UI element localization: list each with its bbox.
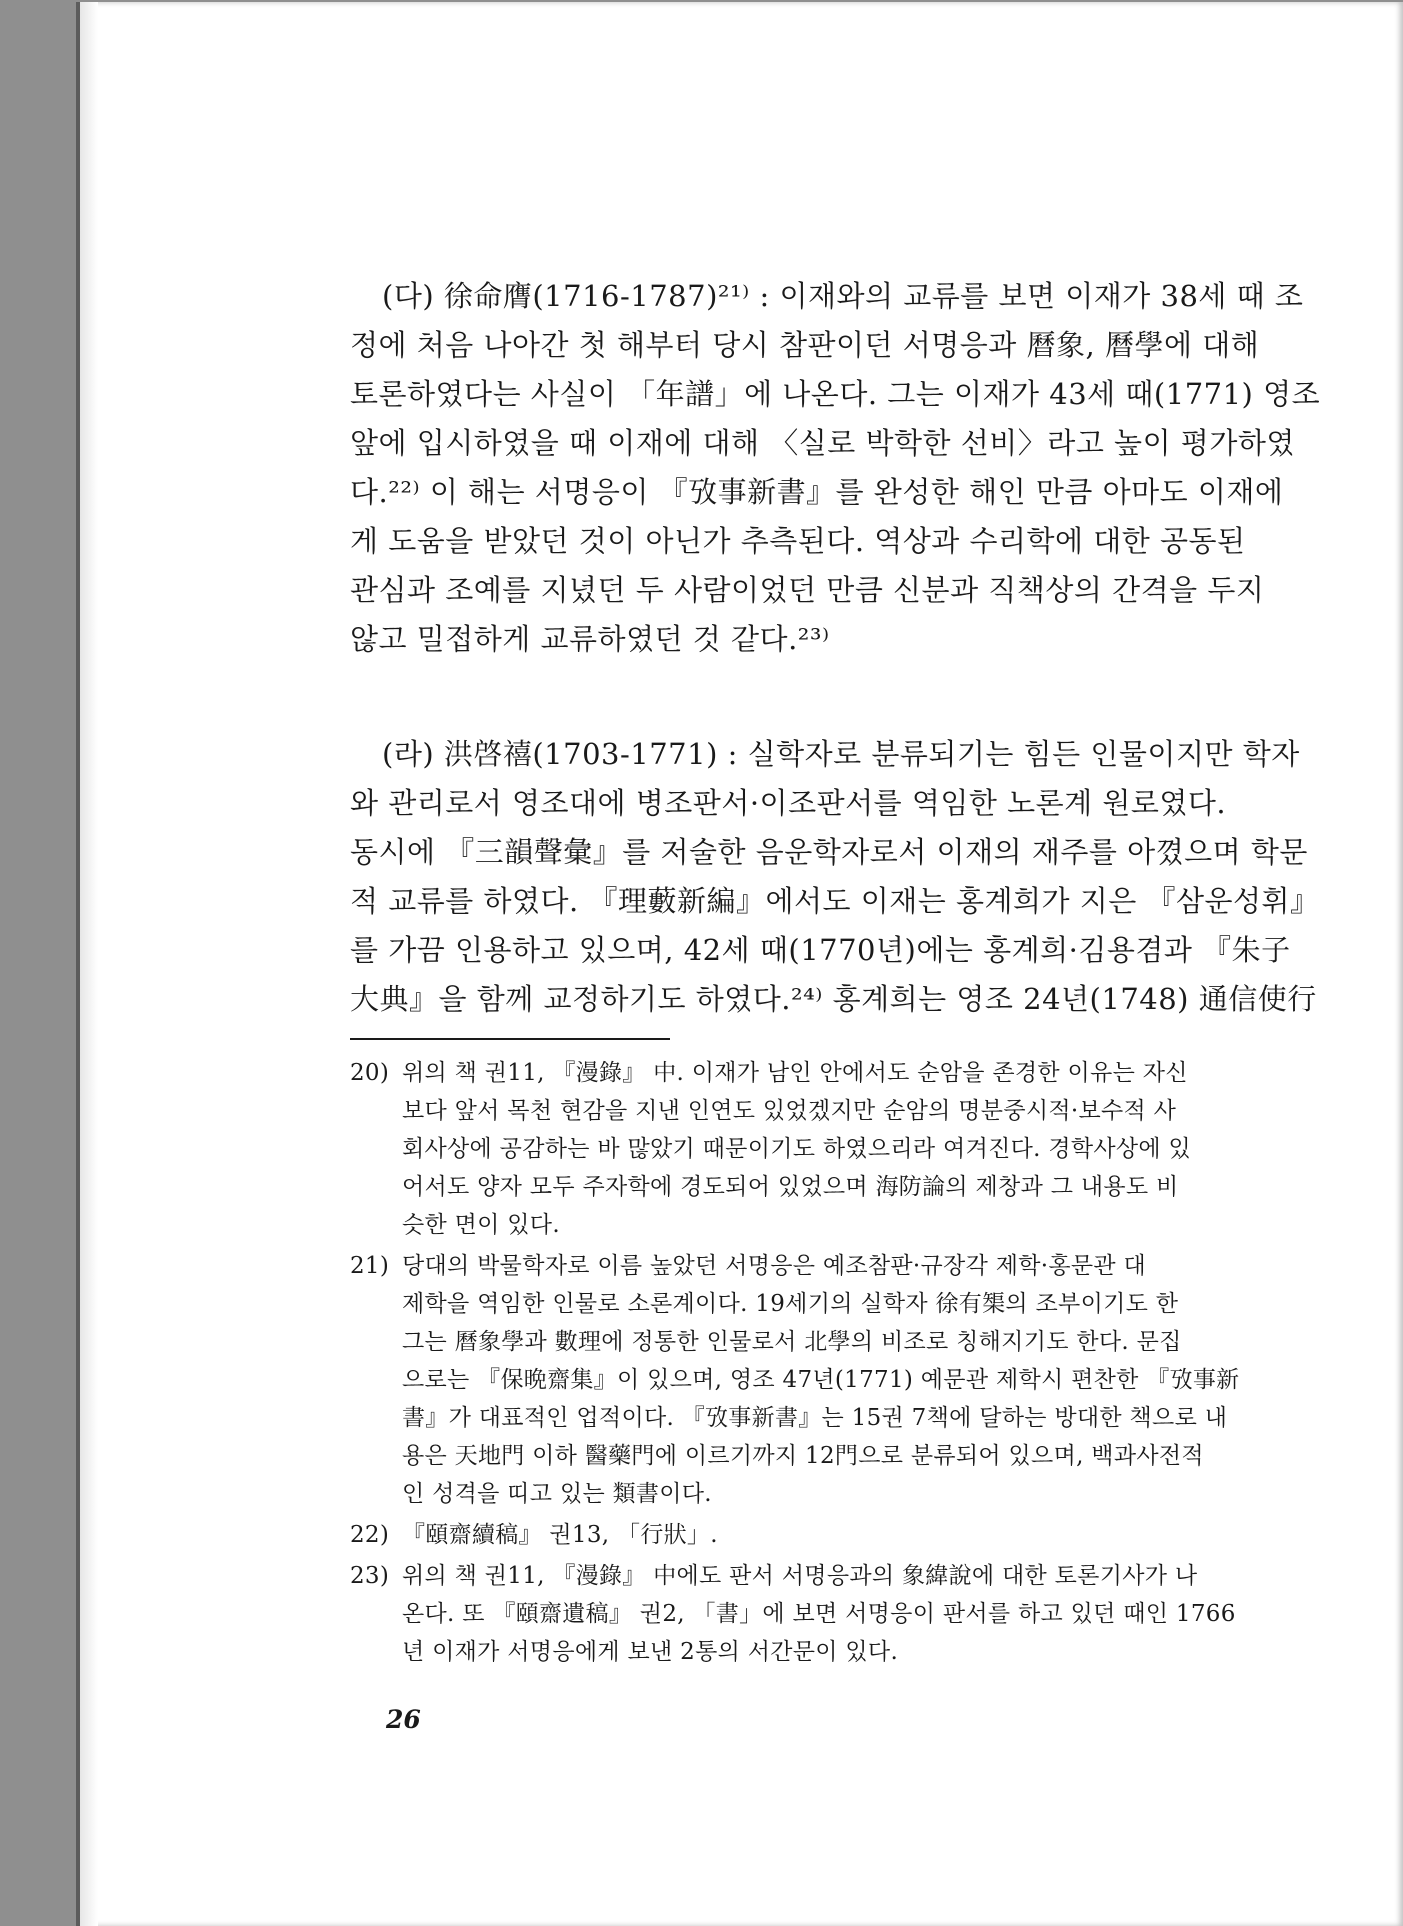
footnote-line: 으로는 『保晩齋集』이 있으며, 영조 47년(1771) 예문관 제학시 편찬한 『攷事新 xyxy=(402,1367,1240,1393)
footnote-line: 어서도 양자 모두 주자학에 경도되어 있었으며 海防論의 제창과 그 내용도 비 xyxy=(402,1174,1179,1200)
paragraph-line: 않고 밀접하게 교류하였던 것 같다.²³⁾ xyxy=(350,622,830,656)
footnote-line: 슷한 면이 있다. xyxy=(402,1212,560,1238)
paragraph-gap xyxy=(350,664,1350,730)
footnote-line: 년 이재가 서명응에게 보낸 2통의 서간문이 있다. xyxy=(402,1639,899,1665)
footnote-line: 회사상에 공감하는 바 많았기 때문이기도 하였으리라 여겨진다. 경학사상에 있 xyxy=(402,1136,1192,1162)
footnote-text xyxy=(402,1516,1350,1554)
paragraph-line: (다) 徐命膺(1716-1787)²¹⁾ : 이재와의 교류를 보면 이재가 38세 때 조 xyxy=(382,279,1304,313)
footnote-number: 23) xyxy=(350,1563,390,1589)
paragraph-line: (라) 洪啓禧(1703-1771) : 실학자로 분류되기는 힘든 인물이지만 학자 xyxy=(382,737,1300,771)
footnote-text xyxy=(402,1557,1350,1671)
footnote-line: 위의 책 권11, 『漫錄』 中. 이재가 남인 안에서도 순암을 존경한 이유는 자신 xyxy=(402,1060,1188,1086)
footnotes xyxy=(350,1054,1350,1671)
footnote-line: 온다. 또 『頤齋遺稿』 권2, 「書」에 보면 서명응이 판서를 하고 있던 때인 1766 xyxy=(402,1601,1236,1627)
footnote-line: 書』가 대표적인 업적이다. 『攷事新書』는 15권 7책에 달하는 방대한 책으로 내 xyxy=(402,1405,1228,1431)
footnote-line: 『頤齋續稿』 권13, 「行狀」. xyxy=(402,1522,718,1548)
footnote-line: 제학을 역임한 인물로 소론계이다. 19세기의 실학자 徐有榘의 조부이기도 한 xyxy=(402,1291,1179,1317)
paragraph-line: 를 가끔 인용하고 있으며, 42세 때(1770년)에는 홍계희·김용겸과 『朱子 xyxy=(350,933,1291,967)
footnote-text xyxy=(402,1247,1350,1513)
footnote-number: 21) xyxy=(350,1253,390,1279)
paragraph-line: 게 도움을 받았던 것이 아닌가 추측된다. 역상과 수리학에 대한 공동된 xyxy=(350,524,1246,558)
footnote-line: 그는 曆象學과 數理에 정통한 인물로서 北學의 비조로 칭해지기도 한다. 문집 xyxy=(402,1329,1182,1355)
page-number: 26 xyxy=(386,1705,421,1734)
footnote-line: 인 성격을 띠고 있는 類書이다. xyxy=(402,1481,712,1507)
paragraph-line: 다.²²⁾ 이 해는 서명응이 『攷事新書』를 완성한 해인 만큼 아마도 이재에 xyxy=(350,475,1284,509)
footnote-line: 당대의 박물학자로 이름 높았던 서명응은 예조참판·규장각 제학·홍문관 대 xyxy=(402,1253,1147,1279)
book-page xyxy=(76,2,1403,1926)
paragraph-ra xyxy=(350,730,1350,1024)
footnote-23 xyxy=(350,1557,1350,1671)
paragraph-line: 앞에 입시하였을 때 이재에 대해 〈실로 박학한 선비〉라고 높이 평가하였 xyxy=(350,426,1295,460)
paragraph-line: 大典』을 함께 교정하기도 하였다.²⁴⁾ 홍계희는 영조 24년(1748) 通信使行 xyxy=(350,982,1317,1016)
footnote-number: 20) xyxy=(350,1060,390,1086)
footnote-21 xyxy=(350,1247,1350,1513)
footnote-line: 위의 책 권11, 『漫錄』 中에도 판서 서명응과의 象緯說에 대한 토론기사가 나 xyxy=(402,1563,1198,1589)
paragraph-line: 관심과 조예를 지녔던 두 사람이었던 만큼 신분과 직책상의 간격을 두지 xyxy=(350,573,1265,607)
paragraph-line: 적 교류를 하였다. 『理藪新編』에서도 이재는 홍계희가 지은 『삼운성휘』 xyxy=(350,884,1320,918)
footnote-line: 보다 앞서 목천 현감을 지낸 인연도 있었겠지만 순암의 명분중시적·보수적 사 xyxy=(402,1098,1177,1124)
footnote-number: 22) xyxy=(350,1522,390,1548)
page-content xyxy=(350,272,1350,1674)
footnote-text xyxy=(402,1054,1350,1244)
footnote-line: 용은 天地門 이하 醫藥門에 이르기까지 12門으로 분류되어 있으며, 백과사전적 xyxy=(402,1443,1204,1469)
paragraph-line: 토론하였다는 사실이 「年譜」에 나온다. 그는 이재가 43세 때(1771) 영조 xyxy=(350,377,1321,411)
paragraph-line: 동시에 『三韻聲彙』를 저술한 음운학자로서 이재의 재주를 아꼈으며 학문 xyxy=(350,835,1308,869)
paragraph-line: 정에 처음 나아간 첫 해부터 당시 참판이던 서명응과 曆象, 曆學에 대해 xyxy=(350,328,1260,362)
footnote-20 xyxy=(350,1054,1350,1244)
footnote-22 xyxy=(350,1516,1350,1554)
paragraph-da xyxy=(350,272,1350,664)
paragraph-line: 와 관리로서 영조대에 병조판서·이조판서를 역임한 노론계 원로였다. xyxy=(350,786,1227,820)
footnote-divider xyxy=(350,1038,670,1040)
